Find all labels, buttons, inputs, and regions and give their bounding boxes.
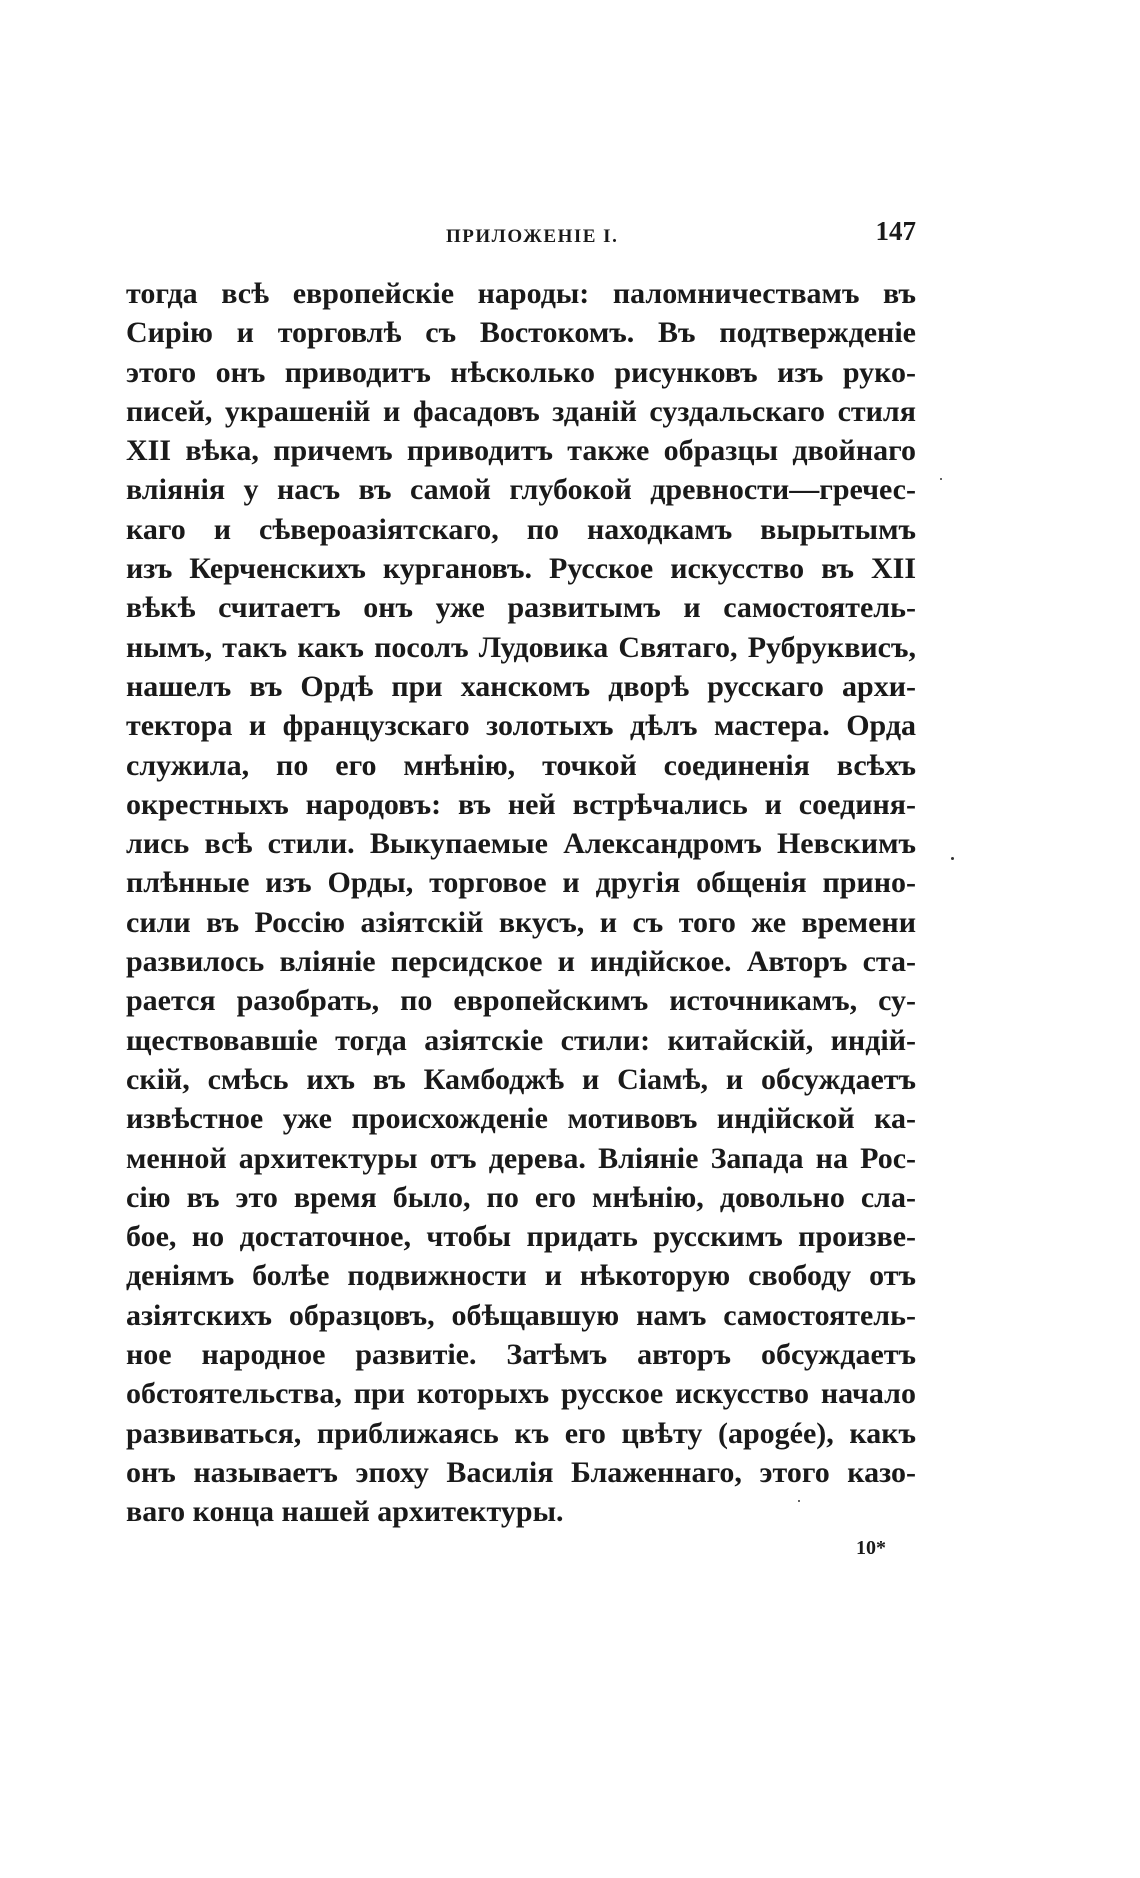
- text-line: служила, по его мнѣнію, точкой соединенія всѣхъ: [126, 748, 916, 782]
- text-line: бое, но достаточное, чтобы придать русскимъ произве-: [126, 1220, 916, 1254]
- running-title: ПРИЛОЖЕНІЕ I.: [446, 226, 619, 247]
- text-line: Сирію и торговлѣ съ Востокомъ. Въ подтвержденіе: [126, 316, 916, 350]
- text-line-last: ваго конца нашей архитектуры.: [126, 1495, 564, 1529]
- text-line: писей, украшеній и фасадовъ зданій суздальскаго стиля: [126, 394, 916, 428]
- text-line: азіятскихъ образцовъ, обѣщавшую намъ самостоятель-: [126, 1298, 916, 1332]
- text-line: извѣстное уже происхожденіе мотивовъ индійской ка-: [126, 1102, 916, 1136]
- signature-mark: 10*: [856, 1537, 886, 1559]
- text-line: сію въ это время было, по его мнѣнію, довольно сла-: [126, 1180, 916, 1214]
- text-line: изъ Керченскихъ кургановъ. Русское искусство въ XII: [126, 552, 916, 586]
- text-line: вліянія у насъ въ самой глубокой древности—гречес-: [126, 473, 916, 507]
- text-line: тогда всѣ европейскіе народы: паломничествамъ въ: [126, 277, 916, 310]
- text-line: развиваться, приближаясь къ его цвѣту (apogée), какъ: [126, 1416, 916, 1450]
- text-line: окрестныхъ народовъ: въ ней встрѣчались и соединя-: [126, 787, 916, 821]
- text-line: деніямъ болѣе подвижности и нѣкоторую свободу отъ: [126, 1259, 916, 1293]
- print-speck: [951, 857, 954, 860]
- text-line: развилось вліяніе персидское и индійское. Авторъ ста-: [126, 945, 916, 979]
- text-line: плѣнные изъ Орды, торговое и другія общенія прино-: [126, 866, 916, 900]
- text-line: нашелъ въ Ордѣ при ханскомъ дворѣ русскаго архи-: [126, 669, 916, 703]
- text-line: онъ называетъ эпоху Василія Блаженнаго, этого казо-: [126, 1455, 916, 1489]
- text-line: сили въ Россію азіятскій вкусъ, и съ того же времени: [126, 905, 916, 939]
- text-line: XII вѣка, причемъ приводитъ также образцы двойнаго: [126, 434, 916, 468]
- text-line: лись всѣ стили. Выкупаемые Александромъ Невскимъ: [126, 827, 916, 861]
- text-line: менной архитектуры отъ дерева. Вліяніе Запада на Рос-: [126, 1141, 916, 1175]
- running-head: [126, 216, 916, 256]
- text-line: обстоятельства, при которыхъ русское искусство начало: [126, 1377, 916, 1411]
- print-speck: [798, 1500, 800, 1502]
- text-line: этого онъ приводитъ нѣсколько рисунковъ изъ руко-: [126, 355, 916, 389]
- text-line: тектора и французскаго золотыхъ дѣлъ мастера. Орда: [126, 709, 916, 743]
- text-line: рается разобрать, по европейскимъ источникамъ, су-: [126, 984, 916, 1018]
- text-line: скій, смѣсь ихъ въ Камбоджѣ и Сіамѣ, и обсуждаетъ: [126, 1062, 916, 1096]
- page-number: 147: [875, 216, 916, 246]
- text-line: вѣкѣ считаетъ онъ уже развитымъ и самостоятель-: [126, 591, 916, 625]
- text-line: ществовавшіе тогда азіятскіе стили: китайскій, индій-: [126, 1023, 916, 1057]
- text-line: нымъ, такъ какъ посолъ Лудовика Святаго, Рубруквисъ,: [126, 630, 916, 664]
- text-line: каго и сѣвероазіятскаго, по находкамъ вырытымъ: [126, 512, 916, 546]
- text-line: ное народное развитіе. Затѣмъ авторъ обсуждаетъ: [126, 1338, 916, 1372]
- print-speck: [940, 478, 942, 480]
- body-text: [126, 274, 916, 1532]
